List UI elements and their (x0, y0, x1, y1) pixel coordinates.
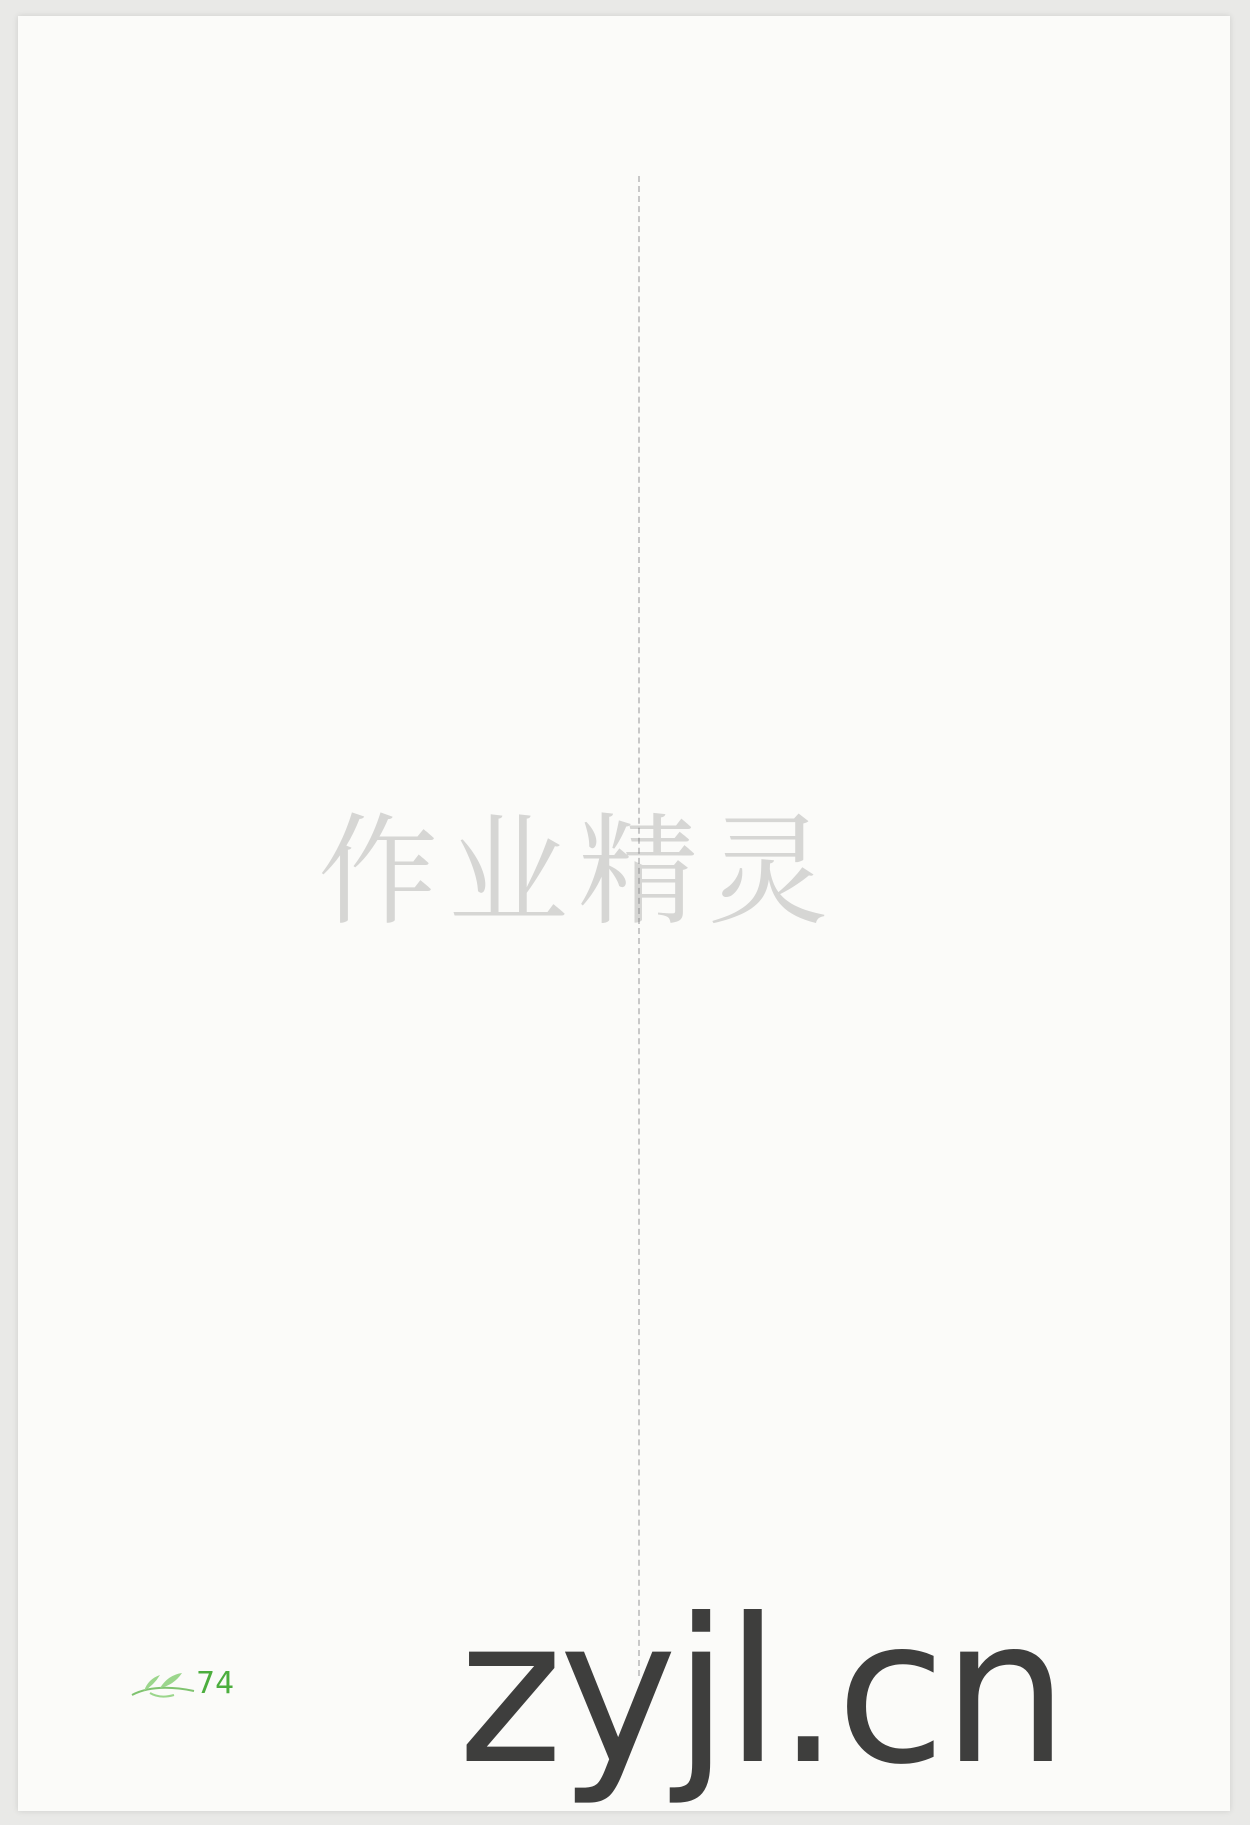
column-divider (638, 176, 640, 1676)
answer-page (18, 16, 1230, 1811)
leaf-icon (130, 1661, 200, 1701)
watermark-site: zyjl.cn (458, 1576, 1065, 1809)
watermark-logo-text: 作业精灵 (318, 803, 838, 942)
page-number: 74 (196, 1666, 235, 1701)
